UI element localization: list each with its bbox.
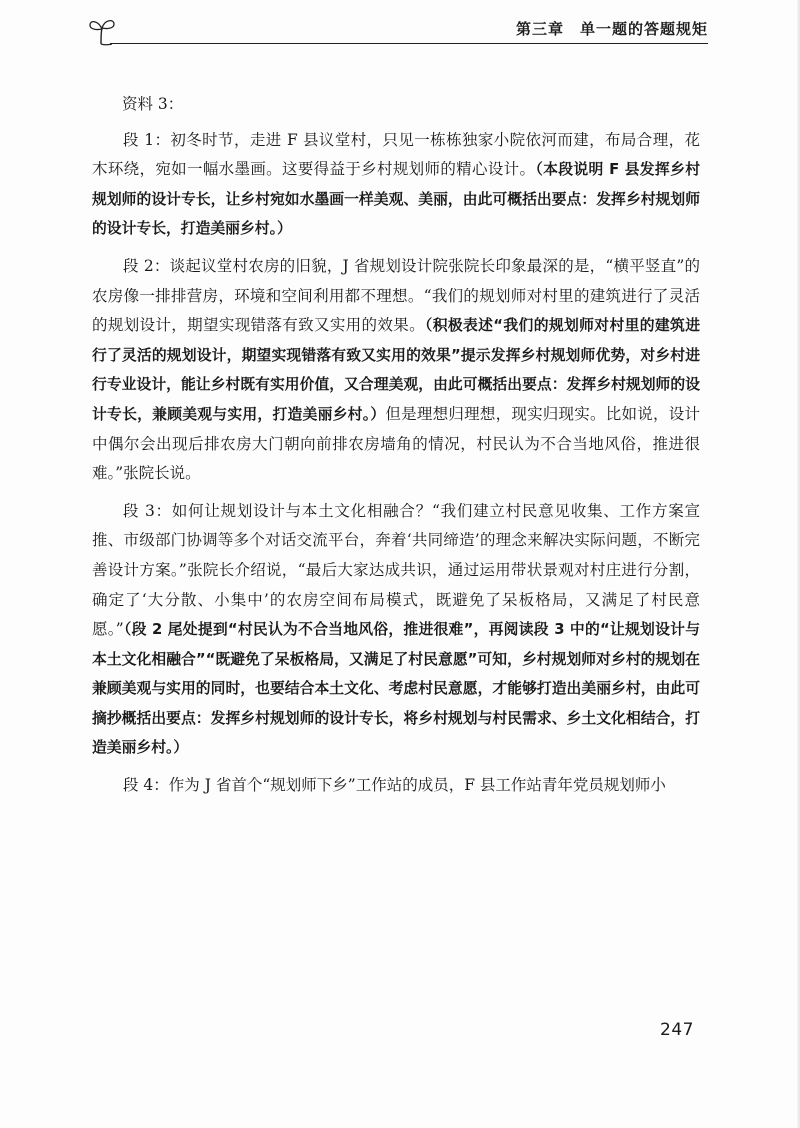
page-content bbox=[92, 90, 700, 809]
analysis-note: （段 2 尾处提到“村民认为不合当地风俗，推进很难”，再阅读段 3 中的“让规划设计与本土文化相融合”“既避免了呆板格局，又满足了村民意愿”可知，乡村规划师对乡村的规划在兼顾美观与实用的同时，也要结合本土文化、考虑村民意愿，才能够打造出美丽乡村，由此可摘抄概括出要点：发挥乡村规划师的设计专长，将乡村规划与村民需求、乡土文化相结合，打造美丽乡村。） bbox=[92, 621, 700, 757]
material-heading: 资料 3： bbox=[122, 95, 184, 113]
paragraph-text: 段 1：初冬时节，走进 F 县议堂村，只见一栋栋独家小院依河而建，布局合理，花木环绕，宛如一幅水墨画。这要得益于乡村规划师的精心设计。 bbox=[92, 130, 700, 179]
running-header bbox=[88, 14, 708, 50]
paragraph-4 bbox=[92, 771, 700, 801]
paragraph-2 bbox=[92, 252, 700, 489]
paragraph-text: 段 3：如何让规划设计与本土文化相融合？“我们建立村民意见收集、工作方案宣推、市级部门协调等多个对话交流平台，奔着‘共同缔造’的理念来解决实际问题，不断完善设计方案。”张院长介绍说，“最后大家达成共识，通过运用带状景观对村庄进行分割，确定了‘大分散、小集中’的农房空间布局模式，既避免了呆板格局，又满足了村民意愿。” bbox=[92, 501, 700, 639]
chapter-title: 单一题的答题规矩 bbox=[579, 20, 708, 38]
paragraph-text-tail: 但是理想归理想，现实归现实。比如说，设计中偶尔会出现后排农房大门朝向前排农房墙角的情况，村民认为不合当地风俗，推进很难。”张院长说。 bbox=[92, 404, 700, 483]
header-rule bbox=[110, 43, 708, 44]
analysis-note: （积极表述“我们的规划师对村里的建筑进行了灵活的规划设计，期望实现错落有致又实用的效果”提示发挥乡村规划师优势，对乡村进行专业设计，能让乡村既有实用价值，又合理美观，由此可概括出要点：发挥乡村规划师的设计专长，兼顾美观与实用，打造美丽乡村。） bbox=[92, 317, 700, 423]
paragraph-1 bbox=[92, 126, 700, 244]
paragraph-3 bbox=[92, 497, 700, 763]
page-number: 247 bbox=[660, 1020, 694, 1040]
paragraph-text: 段 2：谈起议堂村农房的旧貌，J 省规划设计院张院长印象最深的是，“横平竖直”的农房像一排排营房，环境和空间利用都不理想。“我们的规划师对村里的建筑进行了灵活的规划设计，期望实现错落有致又实用的效果。 bbox=[92, 256, 700, 335]
paragraph-text: 段 4：作为 J 省首个“规划师下乡”工作站的成员，F 县工作站青年党员规划师小 bbox=[123, 776, 666, 795]
chapter-label: 第三章 bbox=[515, 20, 564, 38]
header-title bbox=[510, 18, 708, 39]
sprout-icon bbox=[88, 16, 116, 46]
analysis-note: （本段说明 F 县发挥乡村规划师的设计专长，让乡村宛如水墨画一样美观、美丽，由此可概括出要点：发挥乡村规划师的设计专长，打造美丽乡村。） bbox=[92, 161, 700, 238]
